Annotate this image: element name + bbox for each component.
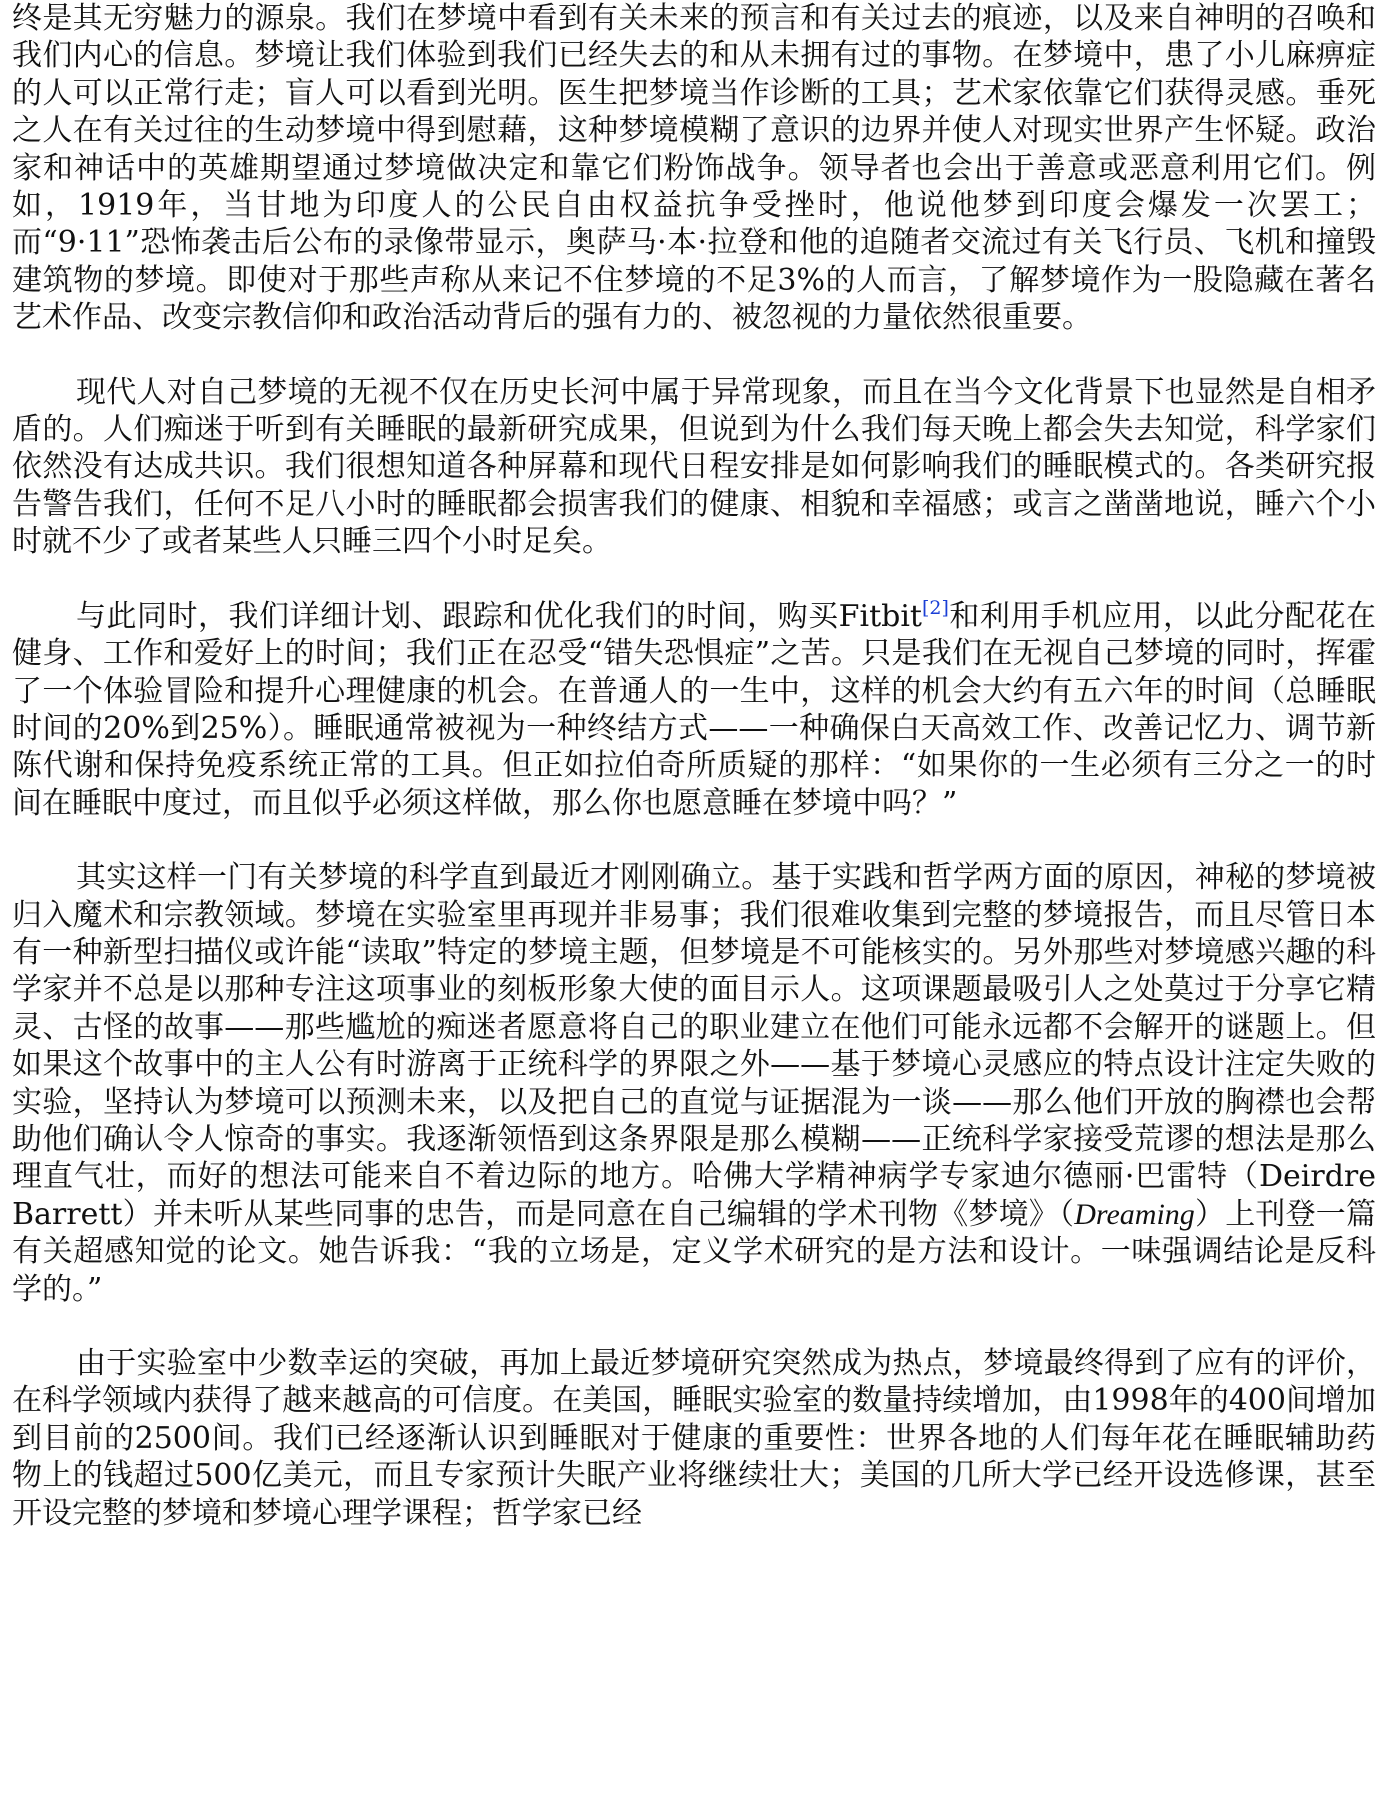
footnote-link[interactable]: [2] (921, 596, 949, 619)
paragraph-3-text-end: 和利用手机应用，以此分配花在健身、工作和爱好上的时间；我们正在忍受“错失恐惧症”之苦。只是我们在无视自己梦境的同时，挥霍了一个体验冒险和提升心理健康的机会。在普通人的一生中，这样的机会大约有五六年的时间（总睡眠时间的20%到25%）。睡眠通常被视为一种终结方式——一种确保白天高效工作、改善记忆力、调节新陈代谢和保持免疫系统正常的工具。但正如拉伯奇所质疑的那样：“如果你的一生必须有三分之一的时间在睡眠中度过，而且似乎必须这样做，那么你也愿意睡在梦境中吗？” (12, 598, 1376, 821)
document-page (12, 0, 1376, 1569)
paragraph-3 (12, 598, 1376, 822)
paragraph-4-text-end: ）上刊登一篇有关超感知觉的论文。她告诉我：“我的立场是，定义学术研究的是方法和设计。一味强调结论是反科学的。” (12, 1196, 1377, 1307)
paragraph-5: 由于实验室中少数幸运的突破，再加上最近梦境研究突然成为热点，梦境最终得到了应有的评价，在科学领域内获得了越来越高的可信度。在美国，睡眠实验室的数量持续增加，由1998年的400间增加到目前的2500间。我们已经逐渐认识到睡眠对于健康的重要性：世界各地的人们每年花在睡眠辅助药物上的钱超过500亿美元，而且专家预计失眠产业将继续壮大；美国的几所大学已经开设选修课，甚至开设完整的梦境和梦境心理学课程；哲学家已经 (12, 1346, 1376, 1531)
paragraph-4-text-start: 其实这样一门有关梦境的科学直到最近才刚刚确立。基于实践和哲学两方面的原因，神秘的梦境被归入魔术和宗教领域。梦境在实验室里再现并非易事；我们很难收集到完整的梦境报告，而且尽管日本有一种新型扫描仪或许能“读取”特定的梦境主题，但梦境是不可能核实的。另外那些对梦境感兴趣的科学家并不总是以那种专注这项事业的刻板形象大使的面目示人。这项课题最吸引人之处莫过于分享它精灵、古怪的故事——那些尴尬的痴迷者愿意将自己的职业建立在他们可能永远都不会解开的谜题上。但如果这个故事中的主人公有时游离于正统科学的界限之外——基于梦境心灵感应的特点设计注定失败的实验，坚持认为梦境可以预测未来，以及把自己的直觉与证据混为一谈——那么他们开放的胸襟也会帮助他们确认令人惊奇的事实。我逐渐领悟到这条界限是那么模糊——正统科学家接受荒谬的想法是那么理直气壮，而好的想法可能来自不着边际的地方。哈佛大学精神病学专家迪尔德丽·巴雷特（Deirdre Barrett）并未听从某些同事的忠告，而是同意在自己编辑的学术刊物《梦境》（ (12, 860, 1376, 1232)
paragraph-1: 终是其无穷魅力的源泉。我们在梦境中看到有关未来的预言和有关过去的痕迹，以及来自神明的召唤和我们内心的信息。梦境让我们体验到我们已经失去的和从未拥有过的事物。在梦境中，患了小儿麻痹症的人可以正常行走；盲人可以看到光明。医生把梦境当作诊断的工具；艺术家依靠它们获得灵感。垂死之人在有关过往的生动梦境中得到慰藉，这种梦境模糊了意识的边界并使人对现实世界产生怀疑。政治家和神话中的英雄期望通过梦境做决定和靠它们粉饰战争。领导者也会出于善意或恶意利用它们。例如，1919年，当甘地为印度人的公民自由权益抗争受挫时，他说他梦到印度会爆发一次罢工；而“9·11”恐怖袭击后公布的录像带显示，奥萨马·本·拉登和他的追随者交流过有关飞行员、飞机和撞毁建筑物的梦境。即使对于那些声称从来记不住梦境的不足3%的人而言，了解梦境作为一股隐藏在著名艺术作品、改变宗教信仰和政治活动背后的强有力的、被忽视的力量依然很重要。 (12, 1, 1376, 336)
paragraph-4 (12, 859, 1376, 1308)
paragraph-2: 现代人对自己梦境的无视不仅在历史长河中属于异常现象，而且在当今文化背景下也显然是自相矛盾的。人们痴迷于听到有关睡眠的最新研究成果，但说到为什么我们每天晚上都会失去知觉，科学家们依然没有达成共识。我们很想知道各种屏幕和现代日程安排是如何影响我们的睡眠模式的。各类研究报告警告我们，任何不足八小时的睡眠都会损害我们的健康、相貌和幸福感；或言之凿凿地说，睡六个小时就不少了或者某些人只睡三四个小时足矣。 (12, 374, 1376, 560)
journal-title-italic: Dreaming (1074, 1197, 1195, 1231)
paragraph-3-text-start: 与此同时，我们详细计划、跟踪和优化我们的时间，购买Fitbit (76, 598, 922, 634)
